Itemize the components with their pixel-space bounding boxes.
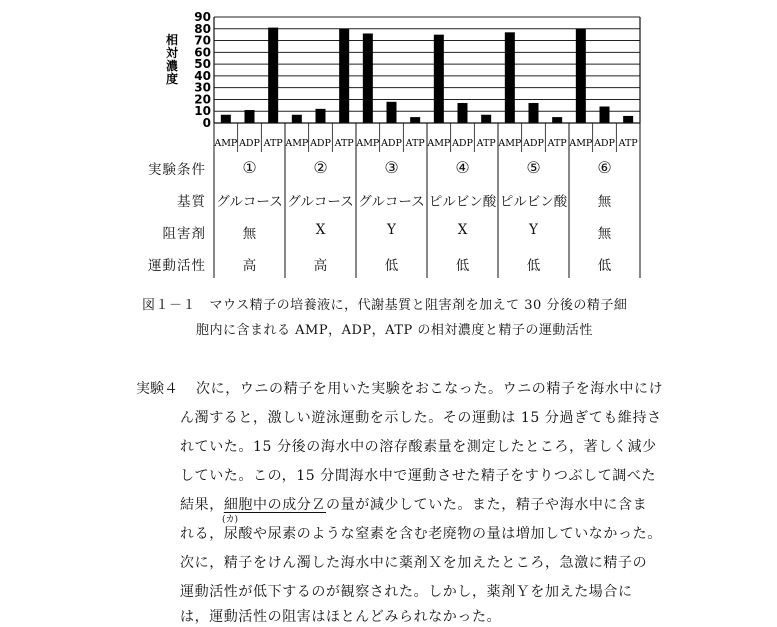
figure-caption-line-1: 図１－１ マウス精子の培養液に，代謝基質と阻害剤を加えて 30 分後の精子細: [142, 298, 628, 313]
bar-①-ADP: [245, 110, 255, 123]
paragraph-line: ん濁すると，激しい遊泳運動を示した。その運動は 15 分過ぎても維持さ: [180, 410, 662, 426]
table-row-header: 実験条件: [148, 162, 206, 178]
y-axis-label-char: 度: [165, 72, 179, 86]
table-cell: ③: [384, 158, 399, 177]
bar-⑤-AMP: [505, 32, 515, 123]
y-axis-label-char: 濃: [165, 59, 179, 73]
x-label-ADP: ADP: [594, 138, 615, 149]
figure-caption-line-2: 胞内に含まれる AMP，ADP，ATP の相対濃度と精子の運動活性: [196, 323, 593, 338]
x-label-AMP: AMP: [356, 138, 380, 149]
x-label-AMP: AMP: [498, 138, 522, 149]
bar-②-AMP: [292, 115, 302, 123]
table-cell: ④: [455, 158, 470, 177]
table-cell: ②: [313, 158, 328, 177]
y-tick-50: 50: [194, 57, 211, 72]
table-cell: 無: [242, 226, 257, 242]
table-cell: ピルビン酸: [428, 194, 497, 210]
table-cell: グルコース: [287, 194, 354, 210]
bar-⑥-ATP: [623, 116, 633, 123]
table-cell: 高: [313, 258, 328, 274]
table-cell: ①: [242, 158, 257, 177]
line-text: の量が減少していた。また，精子や海水中に含ま: [326, 497, 648, 513]
table-cell: 無: [597, 194, 612, 210]
bar-①-ATP: [268, 28, 278, 123]
table-cell: ⑤: [526, 158, 541, 177]
footnote-marker: (カ): [222, 515, 239, 525]
line-text: 結果，: [180, 497, 224, 513]
table-cell: X: [457, 222, 468, 238]
paragraph-line: 運動活性が低下するのが観察された。しかし，薬剤Ｙを加えた場合に: [180, 584, 633, 600]
table-cell: ピルビン酸: [499, 194, 568, 210]
x-label-ADP: ADP: [310, 138, 331, 149]
y-tick-10: 10: [194, 104, 211, 119]
table-row-header: 運動活性: [148, 258, 206, 274]
y-tick-60: 60: [194, 45, 211, 60]
paragraph-line: は，運動活性の阻害はほとんどみられなかった。: [180, 609, 502, 625]
table-cell: X: [315, 222, 326, 238]
x-label-ATP: ATP: [334, 138, 354, 149]
bar-⑤-ATP: [552, 117, 562, 123]
experiment-label: 実験４: [136, 381, 178, 397]
y-axis-label-char: 対: [165, 46, 179, 60]
bar-④-ATP: [481, 115, 491, 123]
figure-1-1: [0, 0, 777, 290]
bar-⑤-ADP: [529, 103, 539, 123]
chart-bars: [221, 28, 633, 123]
y-tick-0: 0: [202, 116, 211, 130]
bar-③-AMP: [363, 33, 373, 123]
y-tick-20: 20: [194, 92, 211, 107]
paragraph-line: れていた。15 分後の海水中の溶存酸素量を測定したところ，著しく減少: [180, 439, 657, 455]
x-label-AMP: AMP: [427, 138, 451, 149]
x-label-ADP: ADP: [381, 138, 402, 149]
table-cell: ⑥: [597, 158, 612, 177]
bar-⑥-AMP: [576, 29, 586, 123]
table-cell: 低: [526, 258, 541, 274]
bar-④-AMP: [434, 35, 444, 123]
table-cell: Y: [529, 222, 538, 238]
y-tick-30: 30: [194, 80, 211, 95]
table-cell: 無: [597, 226, 612, 242]
y-tick-80: 80: [194, 21, 211, 36]
x-label-AMP: AMP: [285, 138, 309, 149]
x-label-AMP: AMP: [569, 138, 593, 149]
table-cell: 高: [242, 258, 257, 274]
bar-⑥-ADP: [600, 107, 610, 123]
paragraph-line: れる，尿酸や尿素のような窒素を含む老廃物の量は増加していなかった。: [180, 526, 662, 542]
x-label-ADP: ADP: [239, 138, 260, 149]
chart-x-labels: [213, 138, 638, 149]
table-row-header: 阻害剤: [162, 226, 206, 242]
paragraph-line: 次に，ウニの精子を用いた実験をおこなった。ウニの精子を海水中にけ: [196, 381, 664, 397]
table-cell: グルコース: [216, 194, 283, 210]
x-label-ATP: ATP: [405, 138, 425, 149]
bar-④-ADP: [458, 103, 468, 123]
paragraph-line: していた。この，15 分間海水中で運動させた精子をすりつぶして調べた: [180, 468, 657, 484]
x-label-ADP: ADP: [452, 138, 473, 149]
table-cell: 低: [455, 258, 470, 274]
y-tick-70: 70: [194, 33, 211, 48]
x-label-ATP: ATP: [618, 138, 638, 149]
chart-y-axis-label: [166, 32, 179, 86]
y-axis-label-char: 相: [165, 33, 179, 47]
x-label-ATP: ATP: [547, 138, 567, 149]
bar-②-ADP: [316, 109, 326, 123]
y-tick-90: 90: [194, 10, 211, 24]
table-cell: 低: [597, 258, 612, 274]
chart-y-ticks: [194, 10, 211, 130]
table-cell: Y: [387, 222, 396, 238]
x-label-ADP: ADP: [523, 138, 544, 149]
y-tick-40: 40: [194, 68, 211, 83]
table-row-header: 基質: [177, 194, 206, 210]
x-label-AMP: AMP: [214, 138, 238, 149]
table-cell: 低: [384, 258, 399, 274]
table-cell: グルコース: [358, 194, 425, 210]
bar-②-ATP: [339, 29, 349, 123]
bar-①-AMP: [221, 115, 231, 123]
paragraph-line: 次に，精子をけん濁した海水中に薬剤Ｘを加えたところ，急激に精子の: [180, 555, 648, 571]
x-label-ATP: ATP: [476, 138, 496, 149]
underlined-phrase: 細胞中の成分Ｚ: [223, 497, 327, 513]
bar-③-ATP: [410, 117, 420, 123]
bar-③-ADP: [387, 102, 397, 123]
x-label-ATP: ATP: [263, 138, 283, 149]
paragraph-line: [180, 494, 647, 514]
